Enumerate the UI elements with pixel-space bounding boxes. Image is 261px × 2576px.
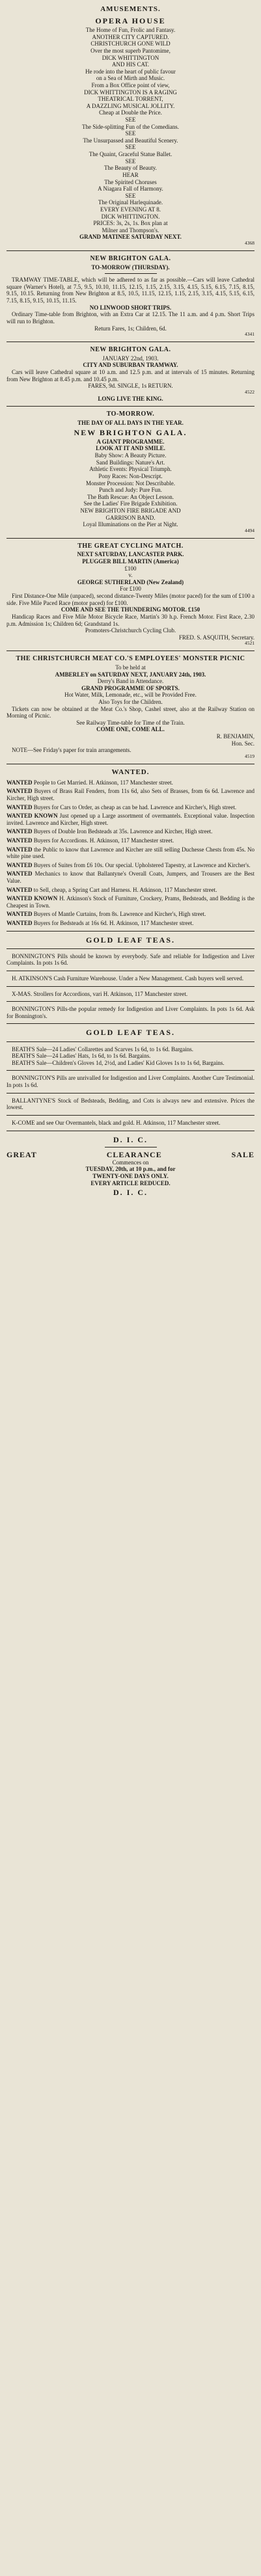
wanted-item-lead: WANTED (7, 846, 33, 853)
wanted-item-lead: WANTED KNOWN (7, 895, 58, 902)
tomorrow-line: Baby Show: A Beauty Picture. (94, 452, 167, 459)
opera-house-line: PRICES: 3s, 2s, 1s. Box plan at (93, 220, 168, 227)
opera-house-lines (7, 27, 254, 234)
divider (7, 538, 254, 539)
wanted-item-lead: WANTED (7, 870, 33, 878)
tomorrow-line: Monster Procession: Not Describable. (86, 479, 175, 487)
gala2-company: CITY AND SUBURBAN TRAMWAY. (83, 362, 178, 369)
divider (7, 1001, 254, 1002)
tomorrow-line: Athletic Events: Physical Triumph. (89, 466, 172, 473)
gala-no-short: NO LINWOOD SHORT TRIPS. (89, 304, 172, 311)
tomorrow-tag: 4494 (245, 527, 254, 533)
beath-sale-item: BEATH'S Sale—24 Ladies' Hats, 1s 6d, to 1s 6d. Bargains. (12, 1053, 151, 1060)
opera-house-line: on a Sea of Mirth and Music. (96, 75, 165, 82)
opera-house-matinee: GRAND MATINEE SATURDAY NEXT. (79, 234, 182, 241)
wanted-item-text: Buyers for Accordions. H. Atkinson, 117 Manchester street. (33, 837, 174, 844)
beath-list (7, 1046, 254, 1067)
divider (7, 406, 254, 407)
tomorrow-big: NEW BRIGHTON GALA. (74, 427, 187, 437)
opera-house-line: The Beauty of Beauty. (104, 165, 157, 172)
gala2-tag: 4522 (245, 388, 254, 395)
wanted-item-lead: WANTED (7, 911, 33, 918)
meat-picnic-ad (7, 655, 254, 760)
opera-house-line: The Spirited Choruses (104, 178, 157, 185)
tomorrow-line: Sand Buildings: Nature's Art. (96, 459, 165, 466)
picnic-date: AMBERLEY on SATURDAY NEXT, JANUARY 24th, 1903. (55, 671, 206, 678)
picnic-toys: Also Toys for the Children. (98, 699, 163, 706)
opera-house-line: He rode into the heart of public favour (85, 68, 176, 75)
cycling-title: THE GREAT CYCLING MATCH. (77, 542, 184, 550)
gala-title: NEW BRIGHTON GALA. (90, 254, 171, 262)
dic-headline-right: SALE (231, 1149, 254, 1159)
opera-house-tag: 4368 (245, 240, 254, 247)
wanted-list (7, 779, 254, 927)
tomorrow-line: Loyal Illuminations on the Pier at Night. (83, 521, 178, 528)
tomorrow-lines (7, 452, 254, 528)
divider (7, 1023, 254, 1024)
opera-house-line: The Original Harlequinade. (98, 199, 163, 206)
opera-house-line: SEE (125, 157, 136, 165)
dic-headline (7, 1150, 254, 1159)
wanted-item-text: Just opened up a Large assortment of overmantels. Exceptional value. Inspection invited. Lawrence and Kircher, High street. (7, 812, 254, 826)
cycling-stake1: £100 (124, 565, 137, 572)
wanted-item (7, 779, 254, 786)
gala-fares: Return Fares, 1s; Children, 6d. (94, 325, 167, 332)
gala2-body: Cars will leave Cathedral square at 10 a.m. and 12.5 p.m. and at intervals of 15 minutes. Returning from New Brighton at 8.45 p.m. and 10.45 p.m. (7, 369, 254, 382)
dic-footer: D. I. C. (113, 1188, 148, 1198)
picnic-train: See Railway Time-table for Time of the Train. (76, 719, 185, 726)
wanted-item (7, 870, 254, 884)
xmas-ad: X-MAS. Strollers for Accordions, vari H. Atkinson, 117 Manchester street. (12, 990, 188, 997)
wanted-item (7, 788, 254, 801)
newspaper-column (7, 0, 254, 2563)
opera-house-line: The Quaint, Graceful Statue Ballet. (89, 151, 172, 158)
wanted-item (7, 895, 254, 909)
tomorrow-headline: A GIANT PROGRAMME. (96, 438, 165, 445)
opera-house-line: DICK WHITTINGTON. (101, 213, 160, 220)
gala2-title: NEW BRIGHTON GALA. (90, 345, 171, 353)
wanted-item-text: Buyers of Mantle Curtains, from 8s. Lawrence and Kircher's, High street. (33, 911, 206, 918)
opera-house-line: The Unsurpassed and Beautiful Scenery. (83, 137, 178, 144)
cycling-rider2: GEORGE SUTHERLAND (New Zealand) (77, 578, 184, 585)
wanted-item-lead: WANTED (7, 779, 33, 786)
opera-house-line: DICK WHITTINGTON (102, 54, 159, 61)
tomorrow-line: NEW BRIGHTON FIRE BRIGADE AND (80, 507, 181, 514)
tomorrow-tagline: LOOK AT IT AND SMILE. (96, 445, 165, 452)
opera-house-line: The Side-splitting Fun of the Comedians. (82, 123, 179, 130)
wanted-item-text: People to Get Married. H. Atkinson, 117 Manchester street. (33, 779, 173, 786)
cycling-come: COME AND SEE THE THUNDERING MOTOR. £150 (61, 606, 200, 613)
kcome-ad: K-COME and see Our Overmantels, black and gold. H. Atkinson, 117 Manchester street. (12, 1119, 221, 1126)
wanted-item-text: H. Atkinson's Stock of Furniture, Crockery, Prams, Bedsteads, and Bedding is the Cheapest in Town. (7, 895, 254, 909)
wanted-item-lead: WANTED (7, 788, 33, 795)
wanted-item (7, 812, 254, 826)
picnic-secretary-title: Hon. Sec. (231, 740, 254, 747)
tomorrow-line: GARRISON BAND. (105, 514, 156, 521)
tomorrow-title: TO-MORROW. (106, 410, 155, 418)
cycling-body2: Handicap Races and Five Mile Motor Bicycle Race, Martin's 30 h.p. French Motor. First Race, 2.30 p.m. Admission 1s; Children 6d; Grandstand 1s. (7, 613, 254, 627)
gala2-motto: LONG LIVE THE KING. (98, 395, 163, 402)
cycling-body1: First Distance-One Mile (unpaced), second distance-Twenty Miles (motor paced) for the sum of £100 a side. Five Mile Paced Race (motor paced) for £100. (7, 593, 254, 606)
wanted-item (7, 911, 254, 918)
picnic-tag: 4519 (245, 753, 254, 759)
picnic-secretary-name: R. BENJAMIN, (216, 733, 254, 740)
wanted-item-lead: WANTED (7, 861, 33, 868)
opera-house-line: The Home of Fun, Frolic and Fantasy. (85, 27, 176, 34)
cycling-match-ad (7, 543, 254, 647)
divider (7, 1041, 254, 1042)
wanted-item (7, 828, 254, 835)
dic-sale-ad (7, 1135, 254, 1198)
wanted-item (7, 837, 254, 844)
wanted-item-text: Mechanics to know that Ballantyne's Overall Coats, Jumpers, and Trousers are the Best Value. (7, 870, 254, 885)
wanted-item-text: Buyers of Suites from £6 10s. Our special. Upholstered Tapestry, at Lawrence and Kircher's. (33, 861, 251, 868)
bonnington-ad-1: BONNINGTON'S Pills should be known by everybody. Safe and reliable for Indigestion and Liver Complaints. In pots 1s 6d. (7, 952, 254, 967)
bonnington-ad-2: BONNINGTON'S Pills-the popular remedy for Indigestion and Liver Complaints. In pots 1s 6d. Ask for Bonnington's. (7, 1006, 254, 1019)
opera-house-line: From a Box Office point of view, (91, 82, 170, 88)
opera-house-line: SEE (125, 192, 136, 199)
ballantyne-ad: BALLANTYNE'S Stock of Bedsteads, Bedding, and Cots is always new and extensive. Prices the lowest. (7, 1097, 254, 1111)
picnic-title: THE CHRISTCHURCH MEAT CO.'S EMPLOYEES' MONSTER PICNIC (16, 655, 245, 663)
opera-house-ad (7, 16, 254, 247)
wanted-item-lead: WANTED (7, 837, 33, 844)
dic-date: TUESDAY, 20th, at 10 p.m., and for (85, 1166, 176, 1173)
opera-house-line: Over the most superb Pantomime, (90, 47, 171, 54)
opera-house-line: EVERY EVENING AT 8. (100, 206, 161, 213)
tomorrow-line: The Bath Rescue: An Object Lesson. (87, 493, 174, 500)
gala-extra: Ordinary Time-table from Brighton, with an Extra Car at 12.15. The 11 a.m. and 4 p.m. Short Trips will run to Brighton. (7, 311, 254, 325)
dic-duration: TWENTY-ONE DAYS ONLY. (92, 1173, 169, 1180)
wanted-item-text: Buyers of Double Iron Bedsteads at 35s. Lawrence and Kircher, High street. (33, 828, 213, 835)
cycling-v: v. (128, 572, 133, 579)
dic-line1: Commences on (112, 1159, 149, 1166)
opera-house-line: A Niagara Fall of Harmony. (98, 185, 163, 193)
gold-leaf-teas-2: GOLD LEAF TEAS. (85, 1028, 176, 1038)
divider (7, 250, 254, 251)
wanted-item-lead: WANTED (7, 828, 33, 835)
wanted-item-lead: WANTED (7, 803, 33, 811)
wanted-item-text: Buyers of Brass Rail Fenders, from 11s 6d, also Sets of Brasses, from 6s 6d. Lawrence and Kircher, High street. (7, 788, 254, 801)
picnic-band: Derry's Band in Attendance. (97, 678, 164, 685)
divider (7, 1070, 254, 1071)
dic-reduced: EVERY ARTICLE REDUCED. (90, 1179, 171, 1187)
gala-subtitle: TO-MORROW (THURSDAY). (91, 263, 170, 271)
tomorrow-line: See the Ladies' Fire Brigade Exhibition. (83, 500, 178, 507)
wanted-item-text: Buyers for Bedsteads at 16s 6d. H. Atkinson, 117 Manchester street. (33, 920, 194, 927)
opera-house-line: THEATRICAL TORRENT, (98, 96, 163, 103)
section-heading: AMUSEMENTS. (100, 5, 161, 13)
wanted-item (7, 846, 254, 860)
opera-house-line: SEE (125, 116, 136, 124)
opera-house-line: A DAZZLING MUSICAL JOLLITY. (86, 102, 175, 109)
tomorrow-subtitle: THE DAY OF ALL DAYS IN THE YEAR. (77, 420, 184, 427)
cycling-rider1: PLUGGER BILL MARTIN (America) (82, 558, 179, 565)
picnic-place: To be held at (115, 664, 146, 671)
picnic-refresh: Hot Water, Milk, Lemonade, etc., will be Provided Free. (64, 691, 197, 699)
picnic-tickets: Tickets can now be obtained at the Meat Co.'s Shop, Cashel street, also at the Railway Station on Morning of Picnic. (7, 705, 254, 719)
gold-leaf-teas-1: GOLD LEAF TEAS. (85, 935, 176, 945)
wanted-item-lead: WANTED (7, 920, 33, 927)
cycling-tag: 4521 (245, 640, 254, 647)
tomorrow-line: Pony Races: Non-Descript. (98, 472, 163, 479)
atkinson-cash-ad: H. ATKINSON'S Cash Furniture Warehouse. Under a New Management. Cash buyers well served. (12, 975, 244, 982)
tomorrow-gala-ad (7, 410, 254, 533)
wanted-item (7, 887, 254, 894)
opera-house-line: SEE (125, 130, 136, 137)
wanted-item-text: Buyers for Cars to Order, as cheap as can be had. Lawrence and Kircher's, High street. (33, 803, 237, 811)
tomorrow-line: Punch and Judy: Pure Fun. (99, 487, 162, 494)
gala-tag: 4341 (245, 331, 254, 338)
beath-sale-item: BEATH'S Sale—Children's Gloves 1d, 2½d, and Ladies' Kid Gloves 1s to 1s 6d, Bargains. (12, 1059, 225, 1066)
cycling-date: NEXT SATURDAY, LANCASTER PARK. (77, 551, 184, 558)
wanted-item-lead: WANTED KNOWN (7, 812, 58, 820)
beath-sale-item: BEATH'S Sale—24 Ladies' Collarettes and Scarves 1s 6d, to 1s 6d. Bargains. (12, 1045, 194, 1053)
cycling-promoters: Promoters-Christchurch Cycling Club. (85, 627, 176, 634)
opera-house-line: Cheap at Double the Price. (99, 109, 162, 116)
gala2-date: JANUARY 22nd, 1903. (102, 355, 159, 362)
gala2-fares: FARES, 9d. SINGLE, 1s RETURN. (88, 382, 173, 390)
wanted-heading: WANTED. (111, 768, 150, 776)
opera-house-line: AND HIS CAT. (111, 61, 150, 68)
divider (7, 986, 254, 987)
dic-headline-left: GREAT (7, 1149, 37, 1159)
divider (7, 948, 254, 949)
opera-house-line: DICK WHITTINGTON IS A RAGING (84, 88, 177, 96)
bonnington-ad-3: BONNINGTON'S Pills are unrivalled for Indigestion and Liver Complaints. Another Cure Testimonial. In pots 1s 6d. (7, 1075, 254, 1089)
divider (105, 273, 157, 274)
wanted-item-lead: WANTED (7, 886, 33, 893)
dic-title: D. I. C. (113, 1134, 148, 1144)
opera-house-title: OPERA HOUSE (95, 16, 166, 25)
wanted-item-text: the Public to know that Lawrence and Kircher are still selling Duchesse Chests from 45s. No white pine used. (7, 846, 254, 860)
gala-timetable: TRAMWAY TIME-TABLE, which will be adhered to as far as possible.—Cars will leave Cathedral square (Warner's Hotel), at 7.5, 9.5, 10.10, 11.15, 12.15, 1.15, 2.15, 3.15, 4.15, 5.15, 6.15, 7.15, 8.15, 9.15, 10.15. Returning from New Brighton at 8.5, 10.5, 11.15, 12.15, 1.15, 2.15, 3.15, 4.15, 5.15, 6.15, 7.15, 8.15, 9.15, 10.15, 11.15. (7, 276, 254, 304)
opera-house-line: Milner and Thompson's. (102, 226, 159, 234)
cycling-stake2: For £100 (120, 585, 141, 593)
wanted-item (7, 804, 254, 811)
brighton-gala-suburban-ad (7, 346, 254, 402)
brighton-gala-tramway-ad (7, 255, 254, 338)
wanted-item (7, 862, 254, 869)
picnic-note: NOTE—See Friday's paper for train arrangements. (12, 747, 131, 754)
wanted-item (7, 920, 254, 927)
wanted-item-text: to Sell, cheap, a Spring Cart and Harness. H. Atkinson, 117 Manchester street. (33, 886, 217, 893)
cycling-secretary: FRED. S. ASQUITH, Secretary. (178, 634, 254, 641)
picnic-come: COME ONE, COME ALL. (96, 726, 165, 733)
opera-house-line: ANOTHER CITY CAPTURED. (92, 33, 169, 40)
divider (7, 931, 254, 932)
dic-headline-mid: CLEARANCE (106, 1149, 162, 1159)
opera-house-line: HEAR (122, 171, 139, 178)
opera-house-line: SEE (125, 144, 136, 151)
divider (7, 1115, 254, 1116)
opera-house-line: CHRISTCHURCH GONE WILD (90, 40, 171, 47)
picnic-programme: GRAND PROGRAMME OF SPORTS. (81, 684, 180, 691)
